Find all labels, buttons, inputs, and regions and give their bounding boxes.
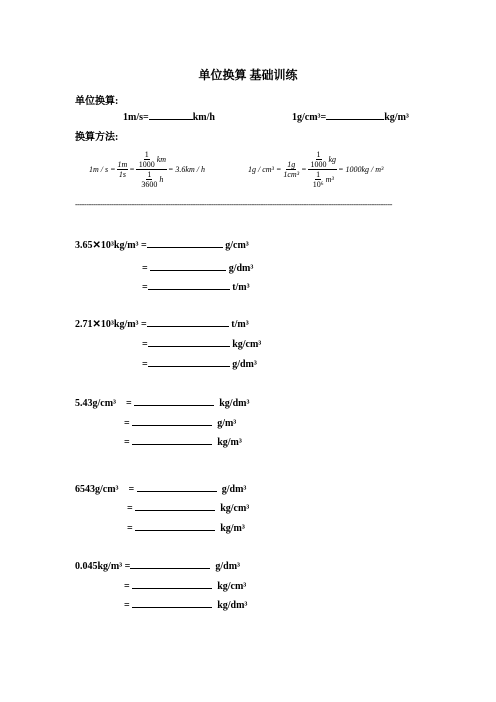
equals-sign: = bbox=[129, 164, 135, 174]
exercise-prefix: 0.045kg/m³ = bbox=[75, 561, 131, 572]
fraction-denominator: 1cm³ bbox=[283, 169, 300, 179]
exercise-line bbox=[127, 501, 249, 514]
exercise-unit: t/m³ bbox=[228, 319, 249, 330]
page-title: 单位换算 基础训练 bbox=[198, 68, 298, 82]
unit-text: m³ bbox=[325, 174, 334, 184]
inner-denominator: 10⁶ bbox=[312, 179, 324, 189]
answer-blank[interactable] bbox=[132, 579, 212, 589]
answer-blank[interactable] bbox=[148, 337, 230, 347]
fraction-numerator bbox=[136, 150, 167, 170]
unit-text: km bbox=[156, 154, 167, 164]
unit-text: h bbox=[159, 174, 164, 184]
inner-fraction bbox=[138, 150, 156, 169]
exercise-line bbox=[124, 598, 247, 611]
formula-speed-fraction1 bbox=[117, 160, 129, 179]
inner-fraction bbox=[312, 170, 325, 189]
exercise-prefix: = bbox=[124, 437, 133, 448]
equals-sign: = bbox=[301, 164, 307, 174]
exercise-unit: kg/dm³ bbox=[212, 600, 248, 611]
inner-numerator: 1 bbox=[316, 149, 321, 159]
section-heading-method: 换算方法: bbox=[75, 132, 119, 143]
exercise-prefix: 2.71✕10³kg/m³ = bbox=[75, 319, 147, 330]
inner-numerator: 1 bbox=[147, 169, 152, 179]
inner-numerator: 1 bbox=[144, 149, 149, 159]
answer-blank[interactable] bbox=[148, 357, 230, 367]
inner-fraction bbox=[140, 170, 158, 189]
fraction-numerator: 1g bbox=[287, 159, 296, 169]
question-speed-unit: km/h bbox=[192, 112, 215, 123]
answer-blank[interactable] bbox=[147, 238, 223, 248]
exercise-line bbox=[127, 521, 245, 534]
formula-density bbox=[248, 146, 383, 192]
exercise-prefix: 3.65✕10³kg/m³ = bbox=[75, 240, 147, 251]
exercise-unit: g/dm³ bbox=[229, 359, 257, 370]
exercise-line bbox=[124, 416, 236, 429]
exercise-prefix: = bbox=[124, 581, 133, 592]
answer-blank[interactable] bbox=[135, 501, 215, 511]
exercise-line bbox=[124, 579, 246, 592]
exercise-prefix: 6543g/cm³ = bbox=[75, 484, 137, 495]
fraction-numerator: 1m bbox=[117, 159, 128, 169]
answer-blank[interactable] bbox=[137, 482, 217, 492]
exercise-unit: g/dm³ bbox=[226, 263, 254, 274]
unit-text: kg bbox=[328, 154, 337, 164]
exercise-unit: kg/m³ bbox=[212, 437, 242, 448]
question-density-left: 1g/cm³= bbox=[292, 112, 327, 123]
answer-blank[interactable] bbox=[132, 598, 212, 608]
formula-density-lhs: 1g / cm³ = bbox=[248, 164, 282, 174]
answer-blank[interactable] bbox=[149, 110, 193, 120]
fraction-denominator bbox=[138, 170, 164, 189]
exercise-unit: g/m³ bbox=[212, 418, 237, 429]
exercise-prefix: = bbox=[142, 339, 148, 350]
inner-denominator: 1000 bbox=[310, 159, 327, 169]
formula-speed bbox=[89, 146, 205, 192]
exercise-line bbox=[75, 482, 246, 495]
exercise-line bbox=[142, 357, 257, 370]
answer-blank[interactable] bbox=[148, 280, 230, 290]
exercise-line bbox=[75, 559, 240, 572]
formula-density-fraction2 bbox=[308, 150, 338, 189]
formula-speed-lhs: 1m / s = bbox=[89, 164, 116, 174]
exercise-unit: kg/cm³ bbox=[229, 339, 262, 350]
exercise-line bbox=[142, 261, 253, 274]
exercise-unit: g/dm³ bbox=[210, 561, 241, 572]
answer-blank[interactable] bbox=[135, 521, 215, 531]
exercise-unit: kg/cm³ bbox=[212, 581, 247, 592]
exercise-line bbox=[75, 396, 249, 409]
inner-numerator: 1 bbox=[316, 169, 321, 179]
formula-speed-fraction2 bbox=[136, 150, 167, 189]
answer-blank[interactable] bbox=[132, 435, 212, 445]
exercise-unit: t/m³ bbox=[229, 282, 250, 293]
answer-blank[interactable] bbox=[147, 317, 229, 327]
fraction-denominator bbox=[310, 170, 335, 189]
exercise-prefix: = bbox=[124, 418, 133, 429]
exercise-prefix: = bbox=[142, 282, 148, 293]
answer-blank[interactable] bbox=[132, 416, 212, 426]
exercise-prefix: = bbox=[142, 263, 151, 274]
inner-denominator: 1000 bbox=[138, 159, 155, 169]
inner-fraction bbox=[310, 150, 328, 169]
question-speed bbox=[123, 110, 215, 123]
answer-blank[interactable] bbox=[326, 110, 384, 120]
divider-line: -------------------------------------------------------------------------------------------------------------------------------------------- bbox=[75, 200, 392, 209]
exercise-prefix: = bbox=[127, 503, 136, 514]
formula-speed-rhs: = 3.6km / h bbox=[168, 164, 205, 174]
fraction-denominator: 1s bbox=[118, 169, 126, 179]
exercise-unit: kg/cm³ bbox=[215, 503, 250, 514]
answer-blank[interactable] bbox=[134, 396, 214, 406]
exercise-prefix: = bbox=[142, 359, 148, 370]
exercise-unit: kg/dm³ bbox=[214, 398, 250, 409]
exercise-prefix: = bbox=[124, 600, 133, 611]
formula-density-fraction1 bbox=[282, 160, 300, 179]
exercise-unit: g/dm³ bbox=[216, 484, 247, 495]
exercise-line bbox=[142, 280, 250, 293]
exercise-line bbox=[75, 238, 249, 251]
exercise-line bbox=[142, 337, 261, 350]
exercise-prefix: = bbox=[127, 523, 136, 534]
question-density-unit: kg/m³ bbox=[384, 112, 409, 123]
formula-density-rhs: = 1000kg / m³ bbox=[338, 164, 384, 174]
answer-blank[interactable] bbox=[150, 261, 226, 271]
inner-denominator: 3600 bbox=[141, 179, 158, 189]
section-heading-unit-conversion: 单位换算: bbox=[75, 96, 119, 107]
exercise-unit: kg/m³ bbox=[215, 523, 245, 534]
exercise-line bbox=[124, 435, 242, 448]
exercise-line bbox=[75, 317, 249, 330]
question-speed-left: 1m/s= bbox=[123, 112, 149, 123]
exercise-unit: g/cm³ bbox=[222, 240, 249, 251]
fraction-numerator bbox=[308, 150, 338, 170]
question-density bbox=[292, 110, 409, 123]
exercise-prefix: 5.43g/cm³ = bbox=[75, 398, 135, 409]
answer-blank[interactable] bbox=[130, 559, 210, 569]
